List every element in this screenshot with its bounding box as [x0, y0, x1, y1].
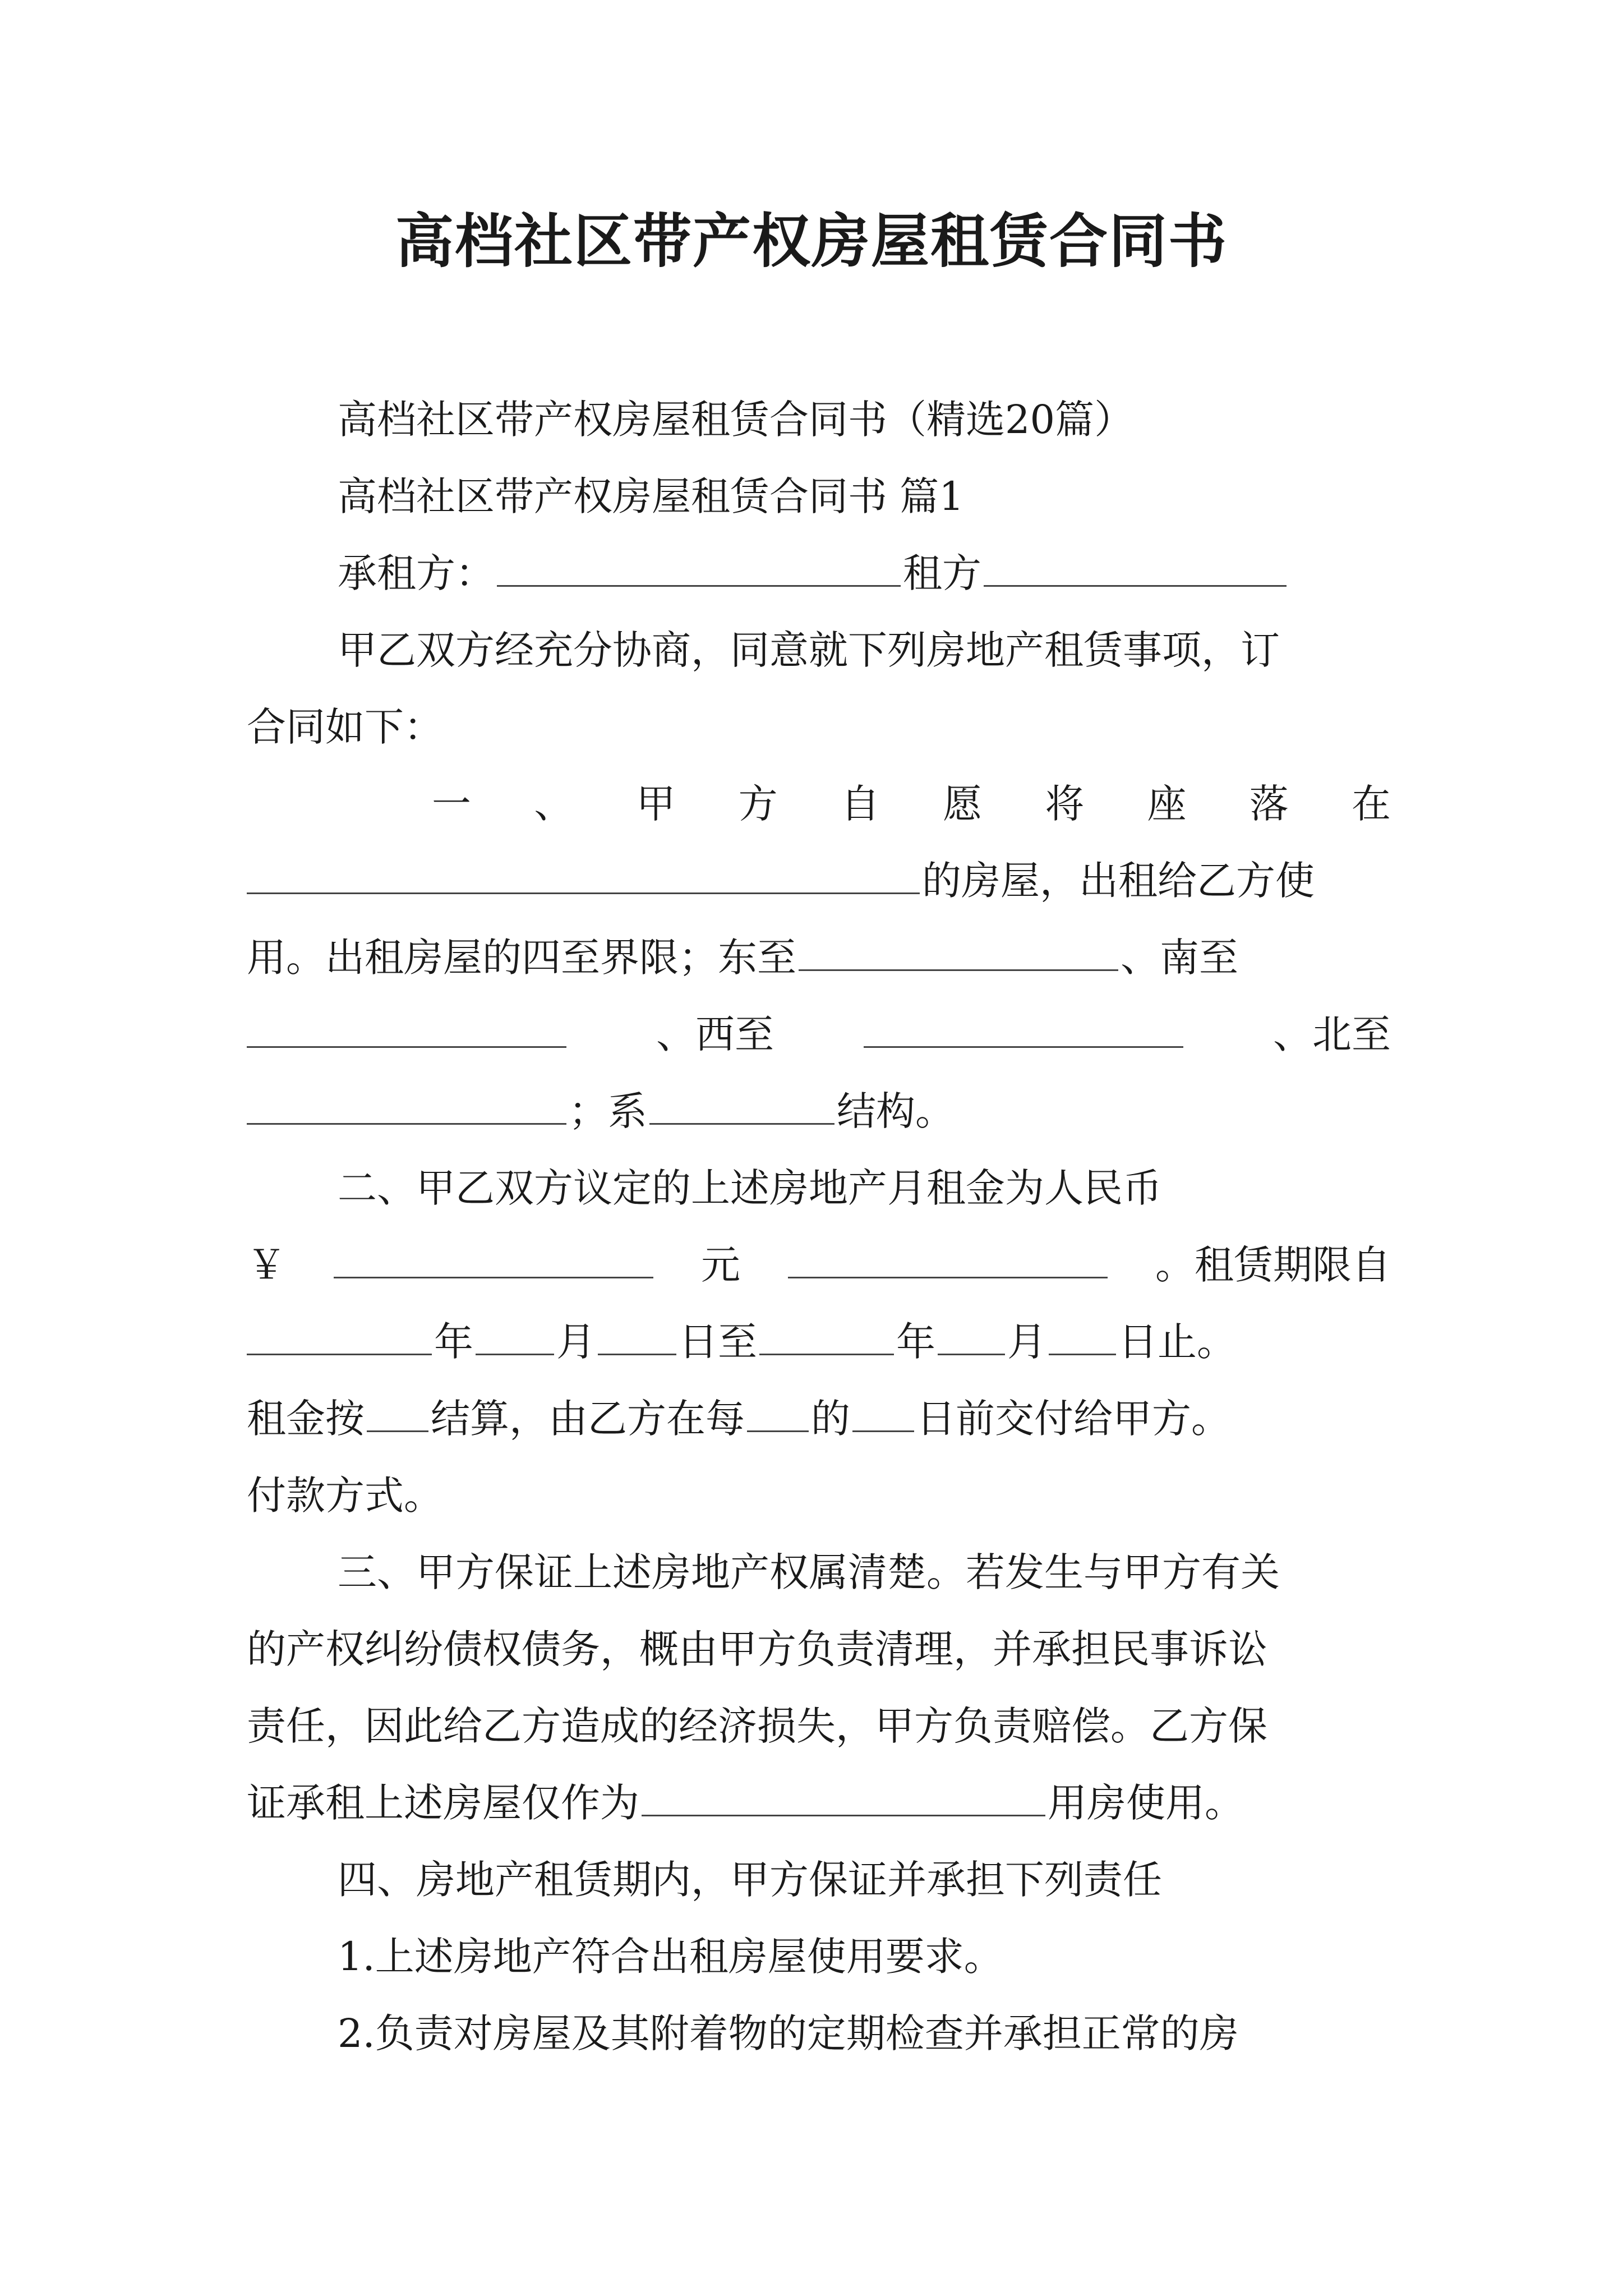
clause3-line-2: 的产权纠纷债权债务，概由甲方负责清理，并承担民事诉讼 [247, 1626, 1267, 1672]
structure-blank[interactable] [649, 1084, 834, 1125]
clause2-line-5: 付款方式。 [247, 1473, 443, 1519]
west-label: 、西至 [656, 1011, 774, 1057]
clause1-char: 甲 [636, 781, 676, 827]
clause2-line-1: 二、甲乙双方议定的上述房地产月租金为人民币 [338, 1165, 1162, 1211]
clause4-item-2: 2.负责对房屋及其附着物的定期检查并承担正常的房 [338, 2010, 1239, 2056]
clause1-line-5 [247, 1073, 1391, 1150]
north-label: 、北至 [1273, 1011, 1391, 1057]
day-end-label: 日止。 [1118, 1319, 1236, 1365]
end-month-blank[interactable] [938, 1314, 1005, 1355]
intro-line-1: 甲乙双方经充分协商，同意就下列房地产租赁事项，订 [338, 627, 1280, 673]
south-label: 、南至 [1121, 935, 1238, 981]
start-month-blank[interactable] [476, 1314, 554, 1355]
clause1-char: 一 [432, 781, 471, 827]
clause3-line-1: 三、甲方保证上述房地产权属清楚。若发生与甲方有关 [338, 1549, 1280, 1595]
section-heading: 高档社区带产权房屋租赁合同书 篇1 [338, 473, 964, 519]
clause1-line-2 [247, 843, 1391, 919]
settle-period-blank[interactable] [367, 1391, 428, 1432]
clause1-char: 在 [1351, 781, 1391, 827]
clause1-line-3 [247, 919, 1391, 996]
page-title: 高档社区带产权房屋租赁合同书 [395, 207, 1228, 275]
clause1-line-1 [247, 766, 1391, 843]
end-day-blank[interactable] [1049, 1314, 1116, 1355]
year-label: 年 [434, 1319, 473, 1365]
clause2-line-2 [247, 1227, 1391, 1304]
west-blank[interactable] [864, 1007, 1183, 1048]
lessee-blank[interactable] [497, 546, 901, 587]
clause1-line3-text: 用。出租房屋的四至界限；东至 [247, 935, 796, 981]
clause2-line-4 [247, 1381, 1391, 1457]
structure-label: ；系 [569, 1088, 647, 1134]
clause1-line-4 [247, 996, 1391, 1073]
east-blank[interactable] [799, 930, 1118, 971]
clause2-line-3 [247, 1304, 1391, 1381]
clause1-char: 、 [534, 781, 574, 827]
of-label: 的 [811, 1396, 850, 1442]
lessor-label: 租方 [903, 550, 981, 596]
subtitle: 高档社区带产权房屋租赁合同书（精选20篇） [338, 397, 1134, 443]
clause1-char: 落 [1249, 781, 1289, 827]
structure-suffix: 结构。 [837, 1088, 955, 1134]
each-period-blank[interactable] [747, 1391, 809, 1432]
start-year-blank[interactable] [247, 1314, 432, 1355]
rent-words-blank[interactable] [788, 1237, 1108, 1278]
clause1-char: 座 [1147, 781, 1187, 827]
clause1-line2-text: 的房屋，出租给乙方使 [922, 858, 1315, 904]
north-blank[interactable] [247, 1084, 566, 1125]
clause4-line-1: 四、房地产租赁期内，甲方保证并承担下列责任 [338, 1857, 1162, 1903]
lessor-blank[interactable] [984, 546, 1287, 587]
pay-day-blank[interactable] [852, 1391, 914, 1432]
clause4-item-1: 1.上述房地产符合出租房屋使用要求。 [338, 1934, 1003, 1980]
clause1-char: 自 [840, 781, 880, 827]
usage-blank[interactable] [642, 1775, 1045, 1816]
parties-line [247, 535, 1391, 612]
start-day-blank[interactable] [598, 1314, 676, 1355]
document-body [247, 381, 1391, 2072]
settle-label: 结算，由乙方在每 [431, 1396, 745, 1442]
lessee-label: 承租方： [338, 550, 495, 596]
south-blank[interactable] [247, 1007, 566, 1048]
currency-symbol: ￥ [247, 1242, 286, 1288]
year-label-2: 年 [896, 1319, 935, 1365]
clause3-line-4 [247, 1765, 1391, 1842]
usage-suffix: 用房使用。 [1048, 1780, 1244, 1826]
rent-amount-blank[interactable] [334, 1237, 653, 1278]
end-year-blank[interactable] [759, 1314, 894, 1355]
pay-before-label: 日前交付给甲方。 [916, 1396, 1230, 1442]
month-label-2: 月 [1007, 1319, 1046, 1365]
yuan-label: 元 [701, 1242, 740, 1288]
period-label: 。租赁期限自 [1155, 1242, 1391, 1288]
month-label: 月 [556, 1319, 596, 1365]
intro-line-2: 合同如下： [247, 704, 443, 750]
clause1-char: 愿 [943, 781, 983, 827]
rent-by-label: 租金按 [247, 1396, 365, 1442]
usage-prefix: 证承租上述房屋仅作为 [247, 1780, 639, 1826]
clause1-char: 将 [1045, 781, 1085, 827]
location-blank[interactable] [247, 853, 920, 894]
clause3-line-3: 责任，因此给乙方造成的经济损失，甲方负责赔偿。乙方保 [247, 1703, 1267, 1749]
clause1-char: 方 [738, 781, 778, 827]
day-to-label: 日至 [679, 1319, 757, 1365]
